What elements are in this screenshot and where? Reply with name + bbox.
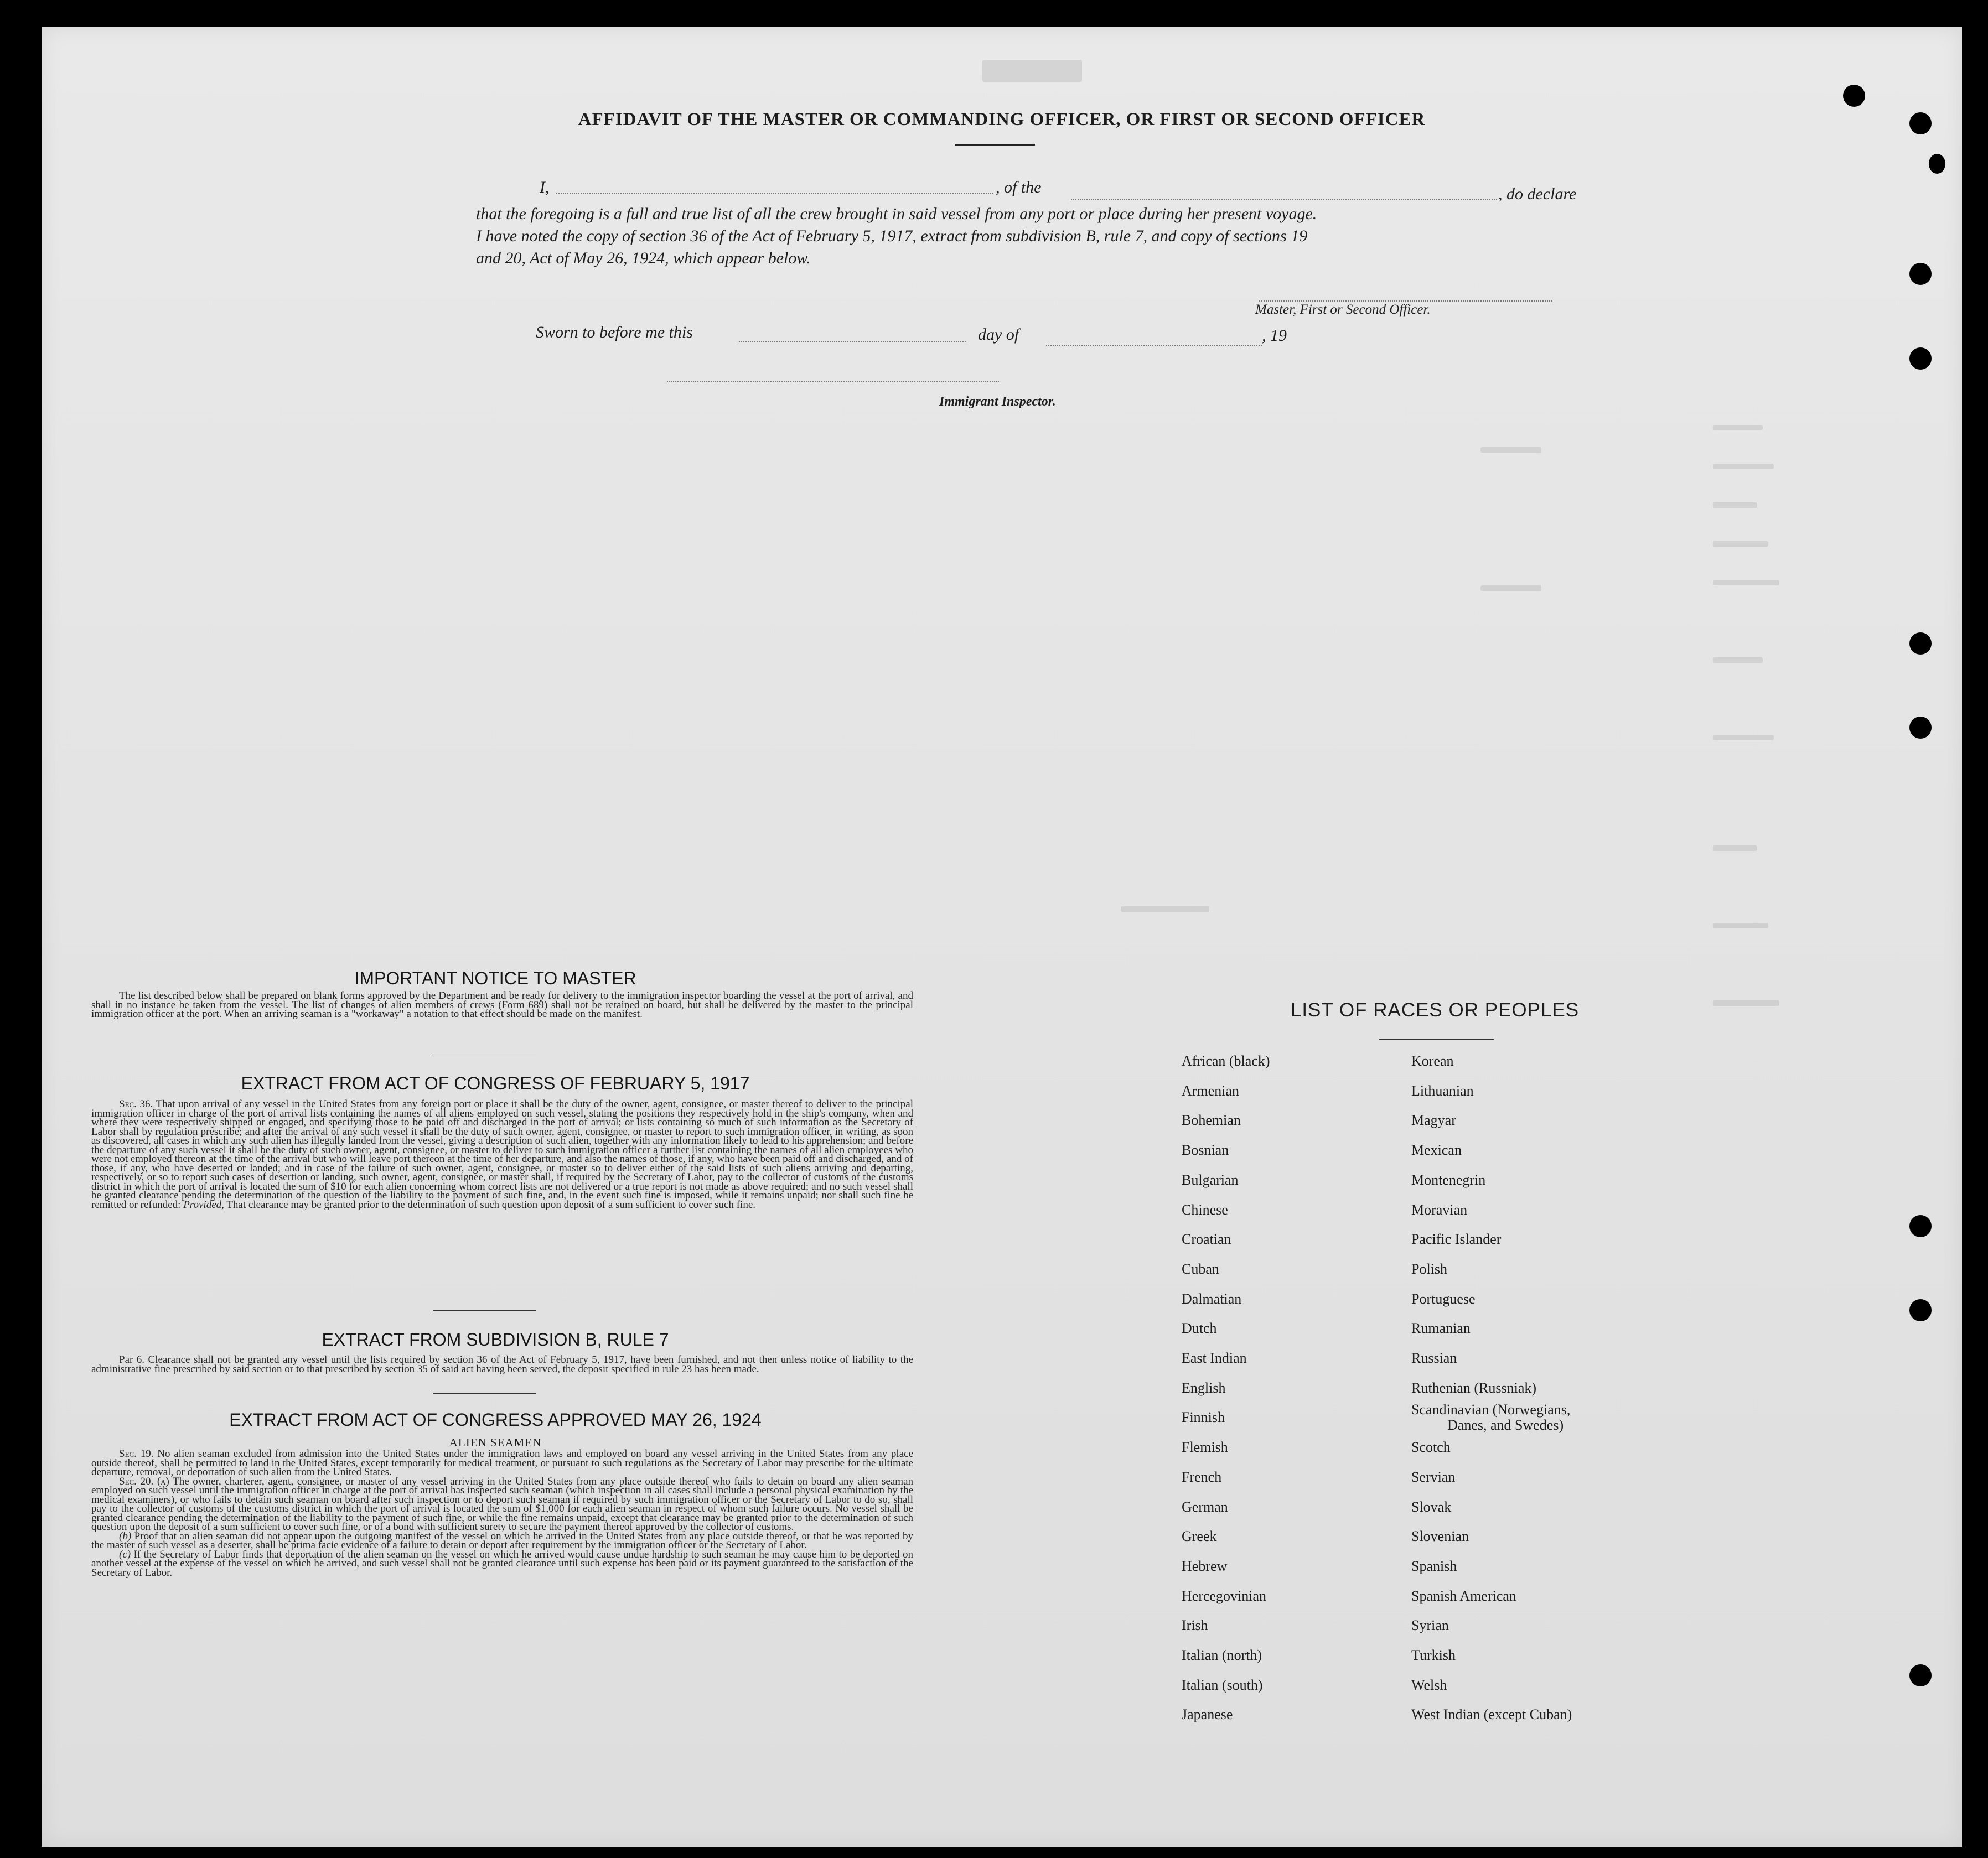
race-item: Finnish xyxy=(1182,1409,1225,1426)
race-item: Slovak xyxy=(1411,1498,1452,1515)
race-item: Magyar xyxy=(1411,1112,1456,1129)
extract-1917-text xyxy=(91,1100,913,1210)
race-item: Turkish xyxy=(1411,1647,1456,1663)
punch-hole xyxy=(1909,1664,1932,1686)
document-page xyxy=(42,27,1962,1847)
punch-hole xyxy=(1843,85,1865,107)
bleed-through-mark xyxy=(1480,447,1541,453)
punch-hole xyxy=(1909,717,1932,739)
master-label: Master, First or Second Officer. xyxy=(1255,302,1431,317)
race-item: Ruthenian (Russniak) xyxy=(1411,1379,1537,1396)
race-item: Flemish xyxy=(1182,1439,1228,1456)
sec-19-label: Sec. 19. xyxy=(119,1448,154,1460)
affidavit-line-4: and 20, Act of May 26, 1924, which appear below. xyxy=(476,249,811,267)
punch-hole xyxy=(1929,154,1945,174)
race-item: African (black) xyxy=(1182,1053,1270,1069)
race-item: Armenian xyxy=(1182,1082,1239,1099)
sec-20c-body: If the Secretary of Labor finds that deportation of the alien seaman on the vessel on which he arrived would cause undue hardship to such seaman he may cause him to be deported on another vessel at the expense of the vessel on which he arrived, and such vessel shall not be granted clearance until such expense has been paid or its payment guaranteed to the satisfaction of the Secretary of Labor. xyxy=(91,1548,914,1579)
race-item: German xyxy=(1182,1498,1228,1515)
provided-label: Provided, xyxy=(183,1198,224,1211)
punch-hole xyxy=(1909,347,1932,370)
race-item: Polish xyxy=(1411,1260,1448,1277)
section-rule xyxy=(433,1310,536,1311)
punch-hole xyxy=(1909,632,1932,655)
sec-19-body: No alien seaman excluded from admission into the United States under the immigration laws and employed on board any vessel arriving in the United States from any place outside thereof, shall be permitted to land in the United States, except temporarily for medical treatment, or pursuant to such regulations as the Secretary of Labor may prescribe for the ultimate departure, removal, or deportation of such alien from the United States. xyxy=(91,1448,913,1478)
punch-hole xyxy=(1909,1299,1932,1321)
rule7-title: EXTRACT FROM SUBDIVISION B, RULE 7 xyxy=(322,1330,669,1350)
sec-36-label: Sec. 36. xyxy=(119,1098,153,1110)
race-item: Japanese xyxy=(1182,1706,1233,1723)
race-item: Syrian xyxy=(1411,1617,1449,1634)
race-item: Moravian xyxy=(1411,1201,1468,1218)
race-item: Portuguese xyxy=(1411,1290,1476,1307)
bleed-through-mark xyxy=(1713,541,1768,547)
affidavit-line-2: that the foregoing is a full and true list of all the crew brought in said vessel from any port or place during her present voyage. xyxy=(476,205,1317,223)
extract-1924-text xyxy=(91,1450,913,1577)
day-of-label: day of xyxy=(978,325,1019,344)
race-item: Servian xyxy=(1411,1468,1456,1485)
race-item: Pacific Islander xyxy=(1411,1231,1502,1248)
punch-hole xyxy=(1909,1215,1932,1237)
sec-20b-body: Proof that an alien seaman did not appear upon the outgoing manifest of the vessel on which he arrived in the United States from any place outside thereof, or that he was reported by the master of such vessel as a deserter, shall be prima facie evidence of a failure to detain or deport after requirement by the immigration officer or the Secretary of Labor. xyxy=(91,1530,914,1551)
race-item: Italian (north) xyxy=(1182,1647,1262,1663)
rule7-text: Par 6. Clearance shall not be granted any vessel until the lists required by section 36 of the Act of February 5, 1917, have been furnished, and not then unless notice of liability to the administrative fine prescribed by said section or to that prescribed by section 35 of said act having been served, the deposit specified in rule 23 has been made. xyxy=(91,1354,913,1375)
race-item: Hebrew xyxy=(1182,1558,1228,1574)
bleed-through-mark xyxy=(1121,906,1209,912)
section-rule xyxy=(433,1393,536,1394)
race-item: Spanish American xyxy=(1411,1587,1516,1604)
bleed-through-mark xyxy=(1713,657,1763,663)
race-item: Mexican xyxy=(1411,1142,1462,1159)
affidavit-title: AFFIDAVIT OF THE MASTER OR COMMANDING OFFICER, OR FIRST OR SECOND OFFICER xyxy=(578,110,1426,129)
race-item: Greek xyxy=(1182,1528,1217,1545)
bleed-through-mark xyxy=(1713,425,1763,430)
bleed-through-mark xyxy=(1713,580,1779,585)
race-item: Scotch xyxy=(1411,1439,1451,1456)
sec-36-tail: That clearance may be granted prior to the determination of such question upon deposit of a sum sufficient to cover such fine. xyxy=(226,1198,755,1211)
sec-20b-label: (b) xyxy=(119,1530,132,1542)
sec-20a-body: The owner, charterer, agent, consignee, or master of any vessel arriving in the United States from any place outside thereof who fails to detain on board any alien seaman employed on such vessel until the immigration officer in charge at the port of arrival has inspected such seaman (which inspection in all cases shall include a personal physical examination by the medical examiners), or who fails to detain such seaman on board after such inspection or to deport such seaman if required by such immigration officer or the Secretary of Labor to do so, shall pay to the collector of customs of the customs district in which the port of arrival is located the sum of $1,000 for each alien seaman in respect of whom such failure occurs. No vessel shall be granted clearance pending the determination of the liability to the payment of such fine, or while the fine remains unpaid, except that clearance may be granted prior to the determination of such question upon the deposit of a sum sufficient to cover such fine, or of a bond with sufficient surety to secure the payment thereof approved by the collector of customs. xyxy=(91,1475,913,1533)
sworn-label: Sworn to before me this xyxy=(536,323,693,341)
sec-36-body: That upon arrival of any vessel in the United States from any foreign port or place it shall be the duty of the owner, agent, consignee, or master thereof to deliver to the principal immigration officer in charge of the port of arrival lists containing the names of all aliens employed on such vessel, stating the positions they respectively hold in the ship's company, when and where they were respectively shipped or engaged, and specifying those to be paid off and discharged in the port of arrival; or lists containing so much of such information as the Secretary of Labor shall by regulation prescribe; and after the arrival of any such vessel it shall be the duty of such owner, agent, consignee, or master to report to such immigration officer, in writing, as soon as discovered, all cases in which any such alien has illegally landed from the vessel, giving a description of such alien, together with any information likely to lead to his apprehension; and before the departure of any such vessel it shall be the duty of such owner, agent, consignee, or master to deliver to such immigration officer a further list containing the names of all alien employees who were not employed thereon at the time of the arrival but who will leave port thereon at the time of her departure, and also the names of those, if any, who have been paid off and discharged, and of those, if any, who have deserted or landed; and in case of the failure of such owner, agent, consignee, or master so to deliver either of the said lists of such aliens arriving and departing, respectively, or so to report such cases of desertion or landing, such owner, agent, consignee, or master shall, if required by the Secretary of Labor, pay to the collector of customs of the customs district in which the port of arrival is located the sum of $10 for each alien concerning whom correct lists are not delivered or a true report is not made as above required; and no such vessel shall be granted clearance pending the determination of the question of the liability to the payment of such fine, and, in the event such fine is imposed, while it remains unpaid; nor shall such fine be remitted or refunded: xyxy=(91,1098,913,1211)
affidavit-line-3: I have noted the copy of section 36 of the Act of February 5, 1917, extract from subdivision B, rule 7, and copy of sections 19 xyxy=(476,227,1308,245)
sec-20-label: Sec. 20. (a) xyxy=(119,1475,169,1487)
notice-title: IMPORTANT NOTICE TO MASTER xyxy=(354,968,636,988)
race-item: Cuban xyxy=(1182,1260,1219,1277)
bleed-through-mark xyxy=(982,60,1082,82)
race-item: Korean xyxy=(1411,1053,1454,1069)
race-item: Rumanian xyxy=(1411,1320,1471,1337)
affidavit-of-the: , of the xyxy=(996,178,1042,196)
bleed-through-mark xyxy=(1713,1000,1779,1006)
race-item: Russian xyxy=(1411,1350,1457,1366)
alien-seamen-subtitle: ALIEN SEAMEN xyxy=(449,1436,542,1449)
race-item: Bosnian xyxy=(1182,1142,1229,1159)
race-item: English xyxy=(1182,1379,1226,1396)
race-item: Italian (south) xyxy=(1182,1677,1263,1693)
race-item: Lithuanian xyxy=(1411,1082,1474,1099)
race-item-continuation: Danes, and Swedes) xyxy=(1447,1417,1564,1434)
races-rule xyxy=(1379,1039,1494,1040)
extract-1924-title: EXTRACT FROM ACT OF CONGRESS APPROVED MAY 26, 1924 xyxy=(229,1410,762,1430)
master-signature-line[interactable] xyxy=(1259,300,1552,302)
race-item: Chinese xyxy=(1182,1201,1228,1218)
sec-20c-label: (c) xyxy=(119,1548,131,1560)
races-title: LIST OF RACES OR PEOPLES xyxy=(1290,999,1580,1021)
inspector-label: Immigrant Inspector. xyxy=(939,395,1056,409)
affidavit-i: I, xyxy=(540,178,550,196)
race-item: Dutch xyxy=(1182,1320,1217,1337)
extract-1917-title: EXTRACT FROM ACT OF CONGRESS OF FEBRUARY 5, 1917 xyxy=(241,1073,750,1093)
race-item: Slovenian xyxy=(1411,1528,1469,1545)
title-rule xyxy=(955,144,1035,146)
race-item: Scandinavian (Norwegians, xyxy=(1411,1402,1571,1418)
race-item: Spanish xyxy=(1411,1558,1457,1574)
race-item: Dalmatian xyxy=(1182,1290,1242,1307)
declarant-name-field[interactable] xyxy=(556,193,993,194)
race-item: Croatian xyxy=(1182,1231,1231,1248)
race-item: West Indian (except Cuban) xyxy=(1411,1706,1572,1723)
bleed-through-mark xyxy=(1480,585,1541,591)
race-item: Irish xyxy=(1182,1617,1208,1634)
race-item: Montenegrin xyxy=(1411,1171,1486,1188)
race-item: Hercegovinian xyxy=(1182,1587,1267,1604)
punch-hole xyxy=(1909,263,1932,285)
year-label: , 19 xyxy=(1262,326,1287,345)
race-item: French xyxy=(1182,1468,1222,1485)
vessel-name-field[interactable] xyxy=(1071,199,1497,200)
race-item: Welsh xyxy=(1411,1677,1447,1693)
race-item: Bulgarian xyxy=(1182,1171,1239,1188)
bleed-through-mark xyxy=(1713,735,1774,740)
bleed-through-mark xyxy=(1713,464,1774,469)
inspector-signature-line[interactable] xyxy=(667,381,999,382)
notice-text: The list described below shall be prepared on blank forms approved by the Department and be ready for delivery to the immigration inspector boarding the vessel at the port of arrival, and shall in no instance be taken from the vessel. The list of changes of alien members of crews (Form 689) shall not be retained on board, but shall be delivered by the master to the principal immigration officer at the port. When an arriving seaman is a "workaway" a notation to that effect should be made on the manifest. xyxy=(91,990,913,1020)
bleed-through-mark xyxy=(1713,923,1768,928)
sworn-day-field[interactable] xyxy=(739,341,966,342)
race-item: Bohemian xyxy=(1182,1112,1241,1129)
sworn-month-field[interactable] xyxy=(1046,345,1262,346)
bleed-through-mark xyxy=(1713,502,1757,508)
bleed-through-mark xyxy=(1713,845,1757,851)
affidavit-declare: , do declare xyxy=(1498,185,1577,203)
race-item: East Indian xyxy=(1182,1350,1247,1366)
